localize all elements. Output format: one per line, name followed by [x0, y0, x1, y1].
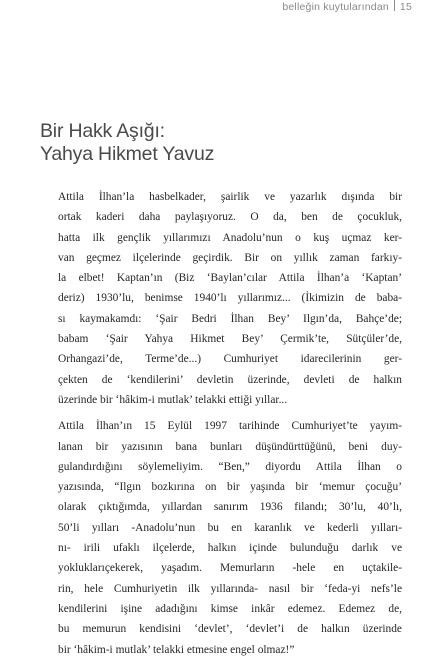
paragraph: [58, 187, 402, 410]
text-line: üzerinde bir ‘hâkim-i mutlak’ telakki ettiği yıllar...: [58, 393, 288, 406]
text-line: 50’li yılları -Anadolu’nun bu en karanlık ve kederli yılları-: [58, 521, 402, 534]
text-line: Orhangazi’de, Terme’de...) Cumhuriyet idarecilerinin ger-: [58, 353, 402, 366]
paragraph: [58, 416, 402, 660]
text-line: Attila İlhan’ın 15 Eylül 1997 tarihinde Cumhuriyet’te yayım-: [58, 420, 402, 433]
text-line: kendilerini işine adadığını kimse inkâr edemez. Edemez de,: [58, 602, 402, 615]
text-line: hatta ilk gençlik yıllarımızı Anadolu’nun o kuş uçmaz ker-: [58, 231, 402, 244]
page-number: 15: [399, 1, 412, 13]
text-line: olarak çıktığımda, yıllardan sanırım 1936 filandı; 30’lu, 40’lı,: [58, 501, 402, 514]
text-line: sı kaymakamdı: ‘Şair Bedri İlhan Bey’ Ilgın’da, Bahçe’de;: [58, 312, 402, 325]
text-line: la elbet! Kaptan’ın (Biz ‘Baylan’cılar Attila İlhan’a ‘Kaptan’: [58, 272, 402, 285]
running-head-separator: [394, 0, 395, 11]
text-line: rin, hele Cumhuriyetin ilk yıllarında- nasıl bir ‘feda-yi nefs’le: [58, 582, 402, 595]
text-line: çekten de ‘kendilerini’ devletin üzerinde, devleti de halkın: [58, 373, 402, 386]
text-line: yazısında, “Ilgın bozkırına on bir yaşında bir ‘memur çocuğu’: [58, 481, 402, 494]
text-line: van geçmez ilçelerinde geçirdik. Bir on yıllık zaman farkıy-: [58, 251, 402, 264]
text-line: gulandırdığını söylemeliyim. “Ben,” diyordu Attila İlhan o: [58, 460, 402, 473]
text-line: bir ‘hâkim-i mutlak’ telakki etmesine engel olmaz!”: [58, 643, 295, 656]
body-text: [58, 187, 402, 666]
text-line: babam ‘Şair Yahya Hikmet Bey’ Çermik’te, Sütçüler’de,: [58, 333, 402, 346]
text-line: yokluklarıçekerek, yaşadım. Memurların -hele en uçtakile-: [58, 562, 402, 575]
running-head: [282, 0, 412, 14]
text-line: deriz) 1930’lu, benimse 1940’lı yıllarımız... (İkimizin de baba-: [58, 292, 402, 305]
text-line: ortak kaderi daha paylaşıyoruz. O da, ben de çocukluk,: [58, 211, 402, 224]
chapter-title-line-2: Yahya Hikmet Yavuz: [40, 143, 215, 165]
text-line: bu memurun kendisini ‘devlet’, ‘devlet’i de halkın üzerinde: [58, 623, 402, 636]
text-line: lanan bir yazısının bana bunları düşündürttüğünü, beni duy-: [58, 440, 402, 453]
running-head-title: belleğin kuytularından: [282, 1, 389, 13]
chapter-title-line-1: Bir Hakk Aşığı:: [40, 120, 165, 142]
text-line: Attila İlhan’la hasbelkader, şairlik ve yazarlık dışında bir: [58, 191, 402, 203]
chapter-title: [40, 120, 214, 166]
text-line: nı- irili ufaklı ilçelerde, halkın içinde bulunduğu darlık ve: [58, 542, 402, 555]
